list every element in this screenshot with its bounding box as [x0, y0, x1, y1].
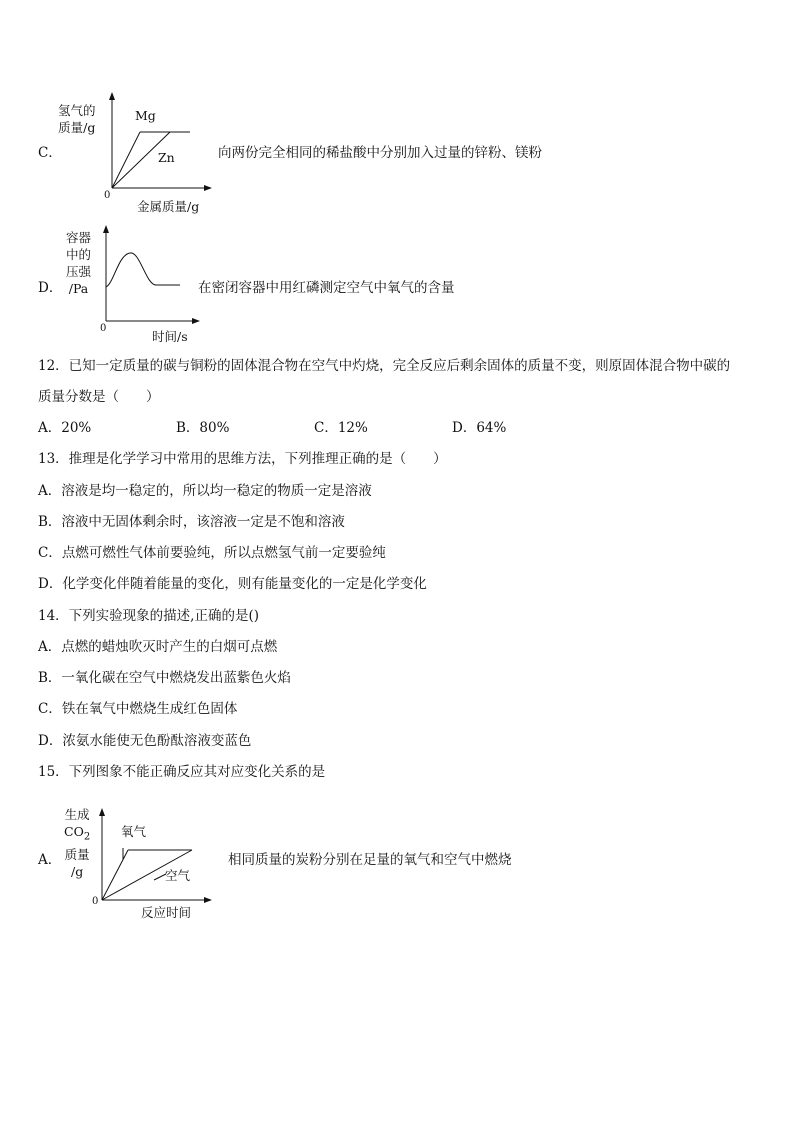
- question-stem: 15．下列图象不能正确反应其对应变化关系的是: [38, 764, 326, 780]
- curve-mg-rise: [112, 132, 140, 188]
- option-a: A．溶液是均一稳定的，所以均一稳定的物质一定是溶液: [38, 483, 372, 499]
- graph-y-axis-label: 氢气的 质量/g: [58, 103, 96, 135]
- graph-origin: 0: [104, 190, 111, 201]
- question-stem-line2: 质量分数是（ ）: [38, 389, 160, 405]
- option-letter: C．: [38, 145, 62, 161]
- option-d: D．化学变化伴随着能量的变化，则有能量变化的一定是化学变化: [38, 576, 427, 592]
- curve-label-o2: 氧气: [121, 824, 147, 839]
- graph-description: 相同质量的炭粉分别在足量的氧气和空气中燃烧: [228, 852, 512, 868]
- curve-label-zn: Zn: [158, 150, 175, 165]
- curve-label-mg: Mg: [135, 108, 156, 123]
- graph-d: [100, 225, 210, 325]
- y-axis-arrow: [103, 225, 109, 233]
- y-axis-arrow: [109, 92, 115, 100]
- option-c: C．12%: [314, 420, 368, 436]
- option-b: B．一氧化碳在空气中燃烧发出蓝紫色火焰: [38, 670, 291, 686]
- question-stem: 14．下列实验现象的描述,正确的是(): [38, 608, 260, 624]
- x-axis-arrow: [192, 318, 200, 324]
- x-axis-arrow: [204, 185, 212, 191]
- y-axis-arrow: [99, 808, 105, 816]
- question-stem: 13．推理是化学学习中常用的思维方法，下列推理正确的是（ ）: [38, 451, 447, 467]
- option-d: D．64%: [452, 420, 507, 436]
- option-b: B．80%: [176, 420, 230, 436]
- graph-description: 向两份完全相同的稀盐酸中分别加入过量的锌粉、镁粉: [218, 145, 542, 161]
- question-stem-line1: 12．已知一定质量的碳与铜粉的固体混合物在空气中灼烧，完全反应后剩余固体的质量不变，则原固体混合物中碳的: [38, 358, 731, 374]
- graph-description: 在密闭容器中用红磷测定空气中氧气的含量: [198, 280, 455, 296]
- graph-y-axis-label: 容器 中的 压强 /Pa: [66, 230, 92, 296]
- graph-origin: 0: [100, 323, 107, 334]
- curve-label-air: 空气: [165, 868, 191, 883]
- graph-y-axis-label: 生成 $CO_2$ 质量 /g: [64, 807, 91, 879]
- option-a: A．点燃的蜡烛吹灭时产生的白烟可点燃: [38, 639, 278, 655]
- graph-origin: 0: [92, 896, 99, 907]
- graph-x-axis-label: 反应时间: [141, 905, 192, 920]
- graph-x-axis-label: 金属质量/g: [137, 199, 200, 214]
- graph-a: [96, 808, 216, 908]
- option-d: D．浓氨水能使无色酚酞溶液变蓝色: [38, 733, 252, 749]
- x-axis-arrow: [204, 897, 212, 903]
- pressure-curve: [106, 253, 180, 287]
- option-letter: A．: [38, 852, 62, 868]
- option-letter: D．: [38, 280, 63, 296]
- option-a: A．20%: [38, 420, 92, 436]
- graph-c: [104, 92, 214, 202]
- option-b: B．溶液中无固体剩余时，该溶液一定是不饱和溶液: [38, 514, 345, 530]
- option-c: C．点燃可燃性气体前要验纯，所以点燃氢气前一定要验纯: [38, 545, 386, 561]
- option-c: C．铁在氧气中燃烧生成红色固体: [38, 701, 238, 717]
- graph-x-axis-label: 时间/s: [152, 329, 188, 344]
